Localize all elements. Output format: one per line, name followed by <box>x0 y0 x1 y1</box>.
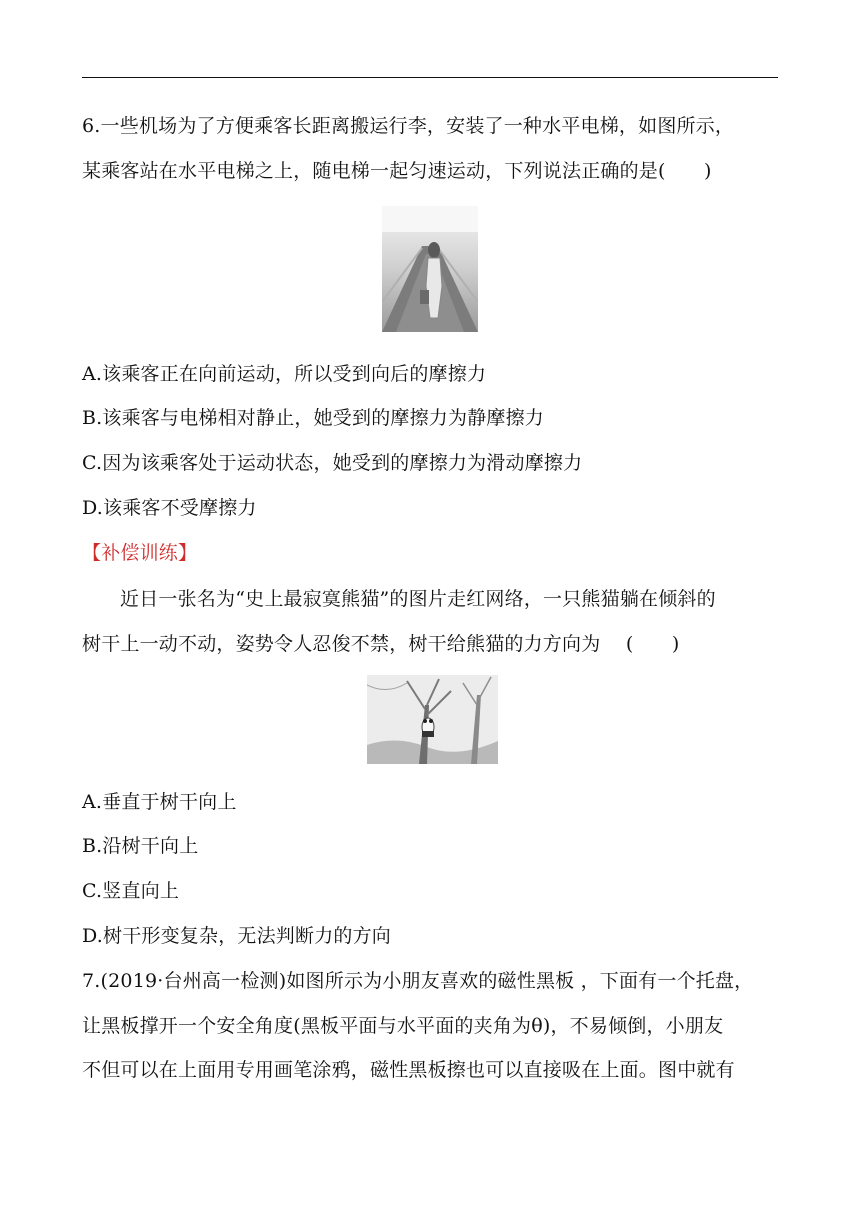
supplement-option-a: A.垂直于树干向上 <box>82 791 237 813</box>
q6-stem-line-1: 6.一些机场为了方便乘客长距离搬运行李，安装了一种水平电梯，如图所示， <box>82 115 735 137</box>
supplement-option-b: B.沿树干向上 <box>82 835 199 857</box>
q7-stem-line-1: 7.(2019·台州高一检测)如图所示为小朋友喜欢的磁性黑板 ，下面有一个托盘， <box>82 970 754 992</box>
q6-option-c: C.因为该乘客处于运动状态，她受到的摩擦力为滑动摩擦力 <box>82 452 583 474</box>
header-rule <box>82 77 778 78</box>
escalator-photo <box>382 206 478 332</box>
panda-tree-photo <box>367 675 498 764</box>
supplement-stem-line-1: 近日一张名为“史上最寂寞熊猫”的图片走红网络，一只熊猫躺在倾斜的 <box>120 588 716 610</box>
supplement-option-d: D.树干形变复杂，无法判断力的方向 <box>82 925 391 947</box>
q6-option-a: A.该乘客正在向前运动，所以受到向后的摩擦力 <box>82 363 487 385</box>
q6-option-d: D.该乘客不受摩擦力 <box>82 497 257 519</box>
q7-stem-line-3: 不但可以在上面用专用画笔涂鸦，磁性黑板擦也可以直接吸在上面。图中就有 <box>82 1059 735 1081</box>
supplement-stem-line-2: 树干上一动不动，姿势令人忍俊不禁，树干给熊猫的力方向为 ( ) <box>82 633 680 655</box>
q6-option-b: B.该乘客与电梯相对静止，她受到的摩擦力为静摩擦力 <box>82 407 545 429</box>
q7-stem-line-2: 让黑板撑开一个安全角度(黑板平面与水平面的夹角为θ)，不易倾倒，小朋友 <box>82 1015 724 1037</box>
supplement-option-c: C.竖直向上 <box>82 880 180 902</box>
q6-stem-line-2: 某乘客站在水平电梯之上，随电梯一起匀速运动，下列说法正确的是( ) <box>82 160 712 182</box>
supplement-label: 【补偿训练】 <box>82 542 198 564</box>
